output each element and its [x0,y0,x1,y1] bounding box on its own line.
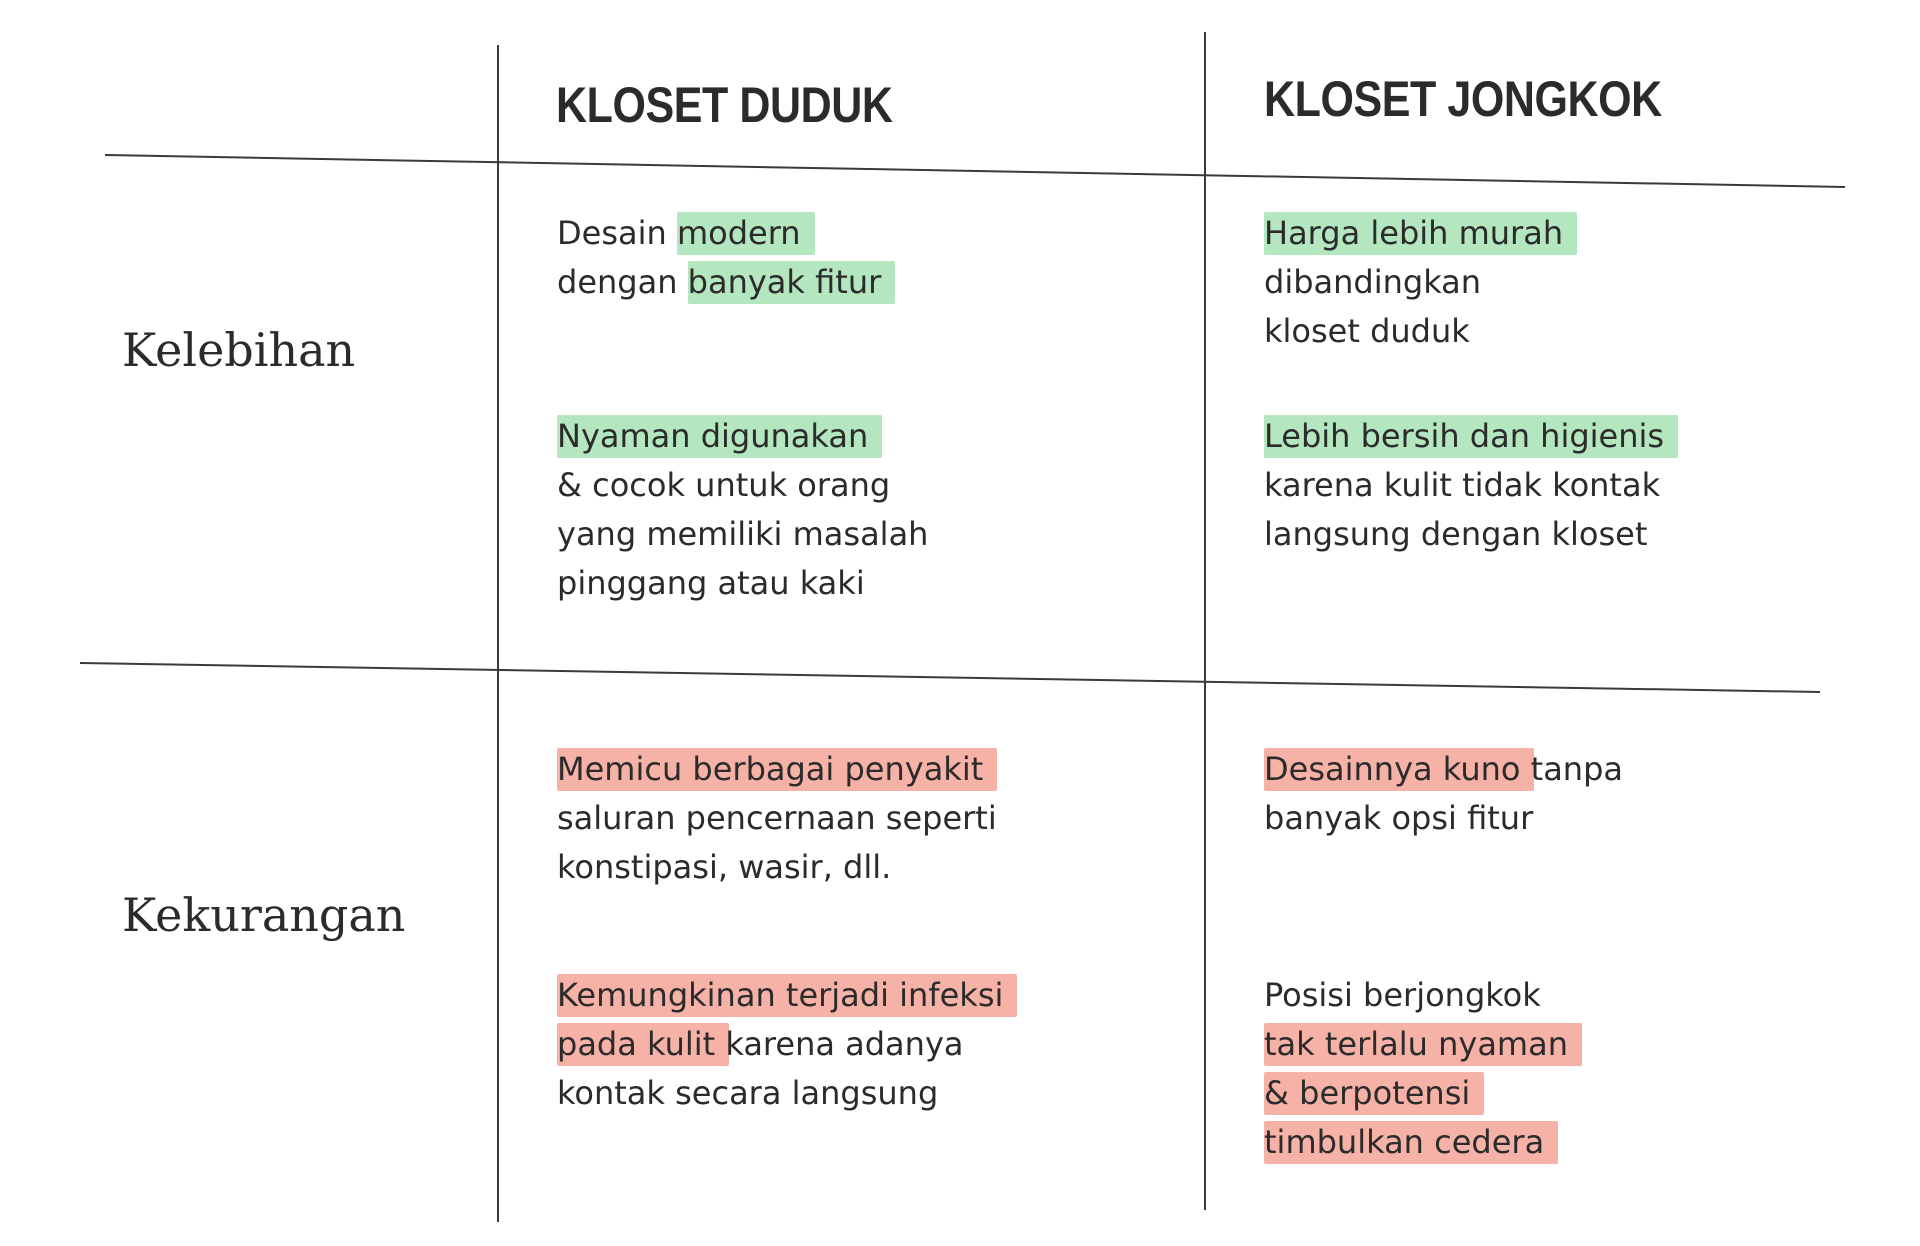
cell-text-line [1264,461,1664,510]
cell-text: dibandingkan [1264,263,1482,301]
cell-duduk-kelebihan-item-2 [557,412,928,608]
cell-text-line [1264,1069,1568,1118]
cell-text-line [557,843,997,892]
cell-text-line [1264,307,1563,356]
cell-text-line [557,794,997,843]
cell-text-line [1264,1020,1568,1069]
cell-jongkok-kekurangan-item-1 [1264,745,1623,843]
cell-text-line [1264,1118,1568,1167]
cell-duduk-kekurangan-item-1 [557,745,997,892]
cell-jongkok-kekurangan-item-2 [1264,971,1568,1167]
cell-text-line [557,559,928,608]
highlight-negative: Kemungkinan terjadi infeksi [557,974,1017,1017]
cell-text: karena adanya [715,1025,964,1063]
cell-text-line [557,1069,1003,1118]
cell-text-line [557,745,997,794]
cell-text-line [557,209,881,258]
cell-text-line [557,510,928,559]
cell-text-line [1264,745,1623,794]
cell-text: kloset duduk [1264,312,1470,350]
cell-text: dengan [557,263,688,301]
highlight-negative: Memicu berbagai penyakit [557,748,997,791]
cell-jongkok-kelebihan-item-2 [1264,412,1664,559]
cell-duduk-kelebihan-item-1 [557,209,881,307]
highlight-negative: timbulkan cedera [1264,1121,1558,1164]
row-label-kelebihan: Kelebihan [122,323,356,377]
highlight-negative: Desainnya kuno [1264,748,1534,791]
highlight-negative: & berpotensi [1264,1072,1484,1115]
cell-text: tanpa [1520,750,1623,788]
highlight-negative: tak terlalu nyaman [1264,1023,1582,1066]
row-label-kekurangan: Kekurangan [122,888,406,942]
header-divider-line [105,155,1845,187]
cell-jongkok-kelebihan-item-1 [1264,209,1563,356]
cell-text-line [1264,412,1664,461]
cell-text-line [557,258,881,307]
cell-text-line [557,971,1003,1020]
cell-text: Posisi berjongkok [1264,976,1541,1014]
cell-text: pinggang atau kaki [557,564,865,602]
cell-text: karena kulit tidak kontak [1264,466,1661,504]
cell-text-line [1264,510,1664,559]
column-header-kloset-duduk: KLOSET DUDUK [556,77,893,133]
cell-text-line [557,1020,1003,1069]
cell-text: saluran pencernaan seperti [557,799,997,837]
column-header-kloset-jongkok: KLOSET JONGKOK [1264,71,1662,127]
cell-text: konstipasi, wasir, dll. [557,848,892,886]
row-divider-line [80,663,1820,692]
cell-text-line [1264,258,1563,307]
cell-text: langsung dengan kloset [1264,515,1648,553]
highlight-positive: Lebih bersih dan higienis [1264,415,1678,458]
cell-text: banyak opsi fitur [1264,799,1534,837]
cell-duduk-kekurangan-item-2 [557,971,1003,1118]
cell-text-line [1264,209,1563,258]
highlight-negative: pada kulit [557,1023,729,1066]
cell-text-line [1264,971,1568,1020]
cell-text-line [1264,794,1623,843]
cell-text: kontak secara langsung [557,1074,939,1112]
cell-text: Desain [557,214,677,252]
cell-text: & cocok untuk orang [557,466,891,504]
cell-text: yang memiliki masalah [557,515,929,553]
cell-text-line [557,461,928,510]
highlight-positive: Nyaman digunakan [557,415,882,458]
highlight-positive: Harga lebih murah [1264,212,1577,255]
highlight-positive: modern [677,212,815,255]
highlight-positive: banyak fitur [688,261,896,304]
cell-text-line [557,412,928,461]
